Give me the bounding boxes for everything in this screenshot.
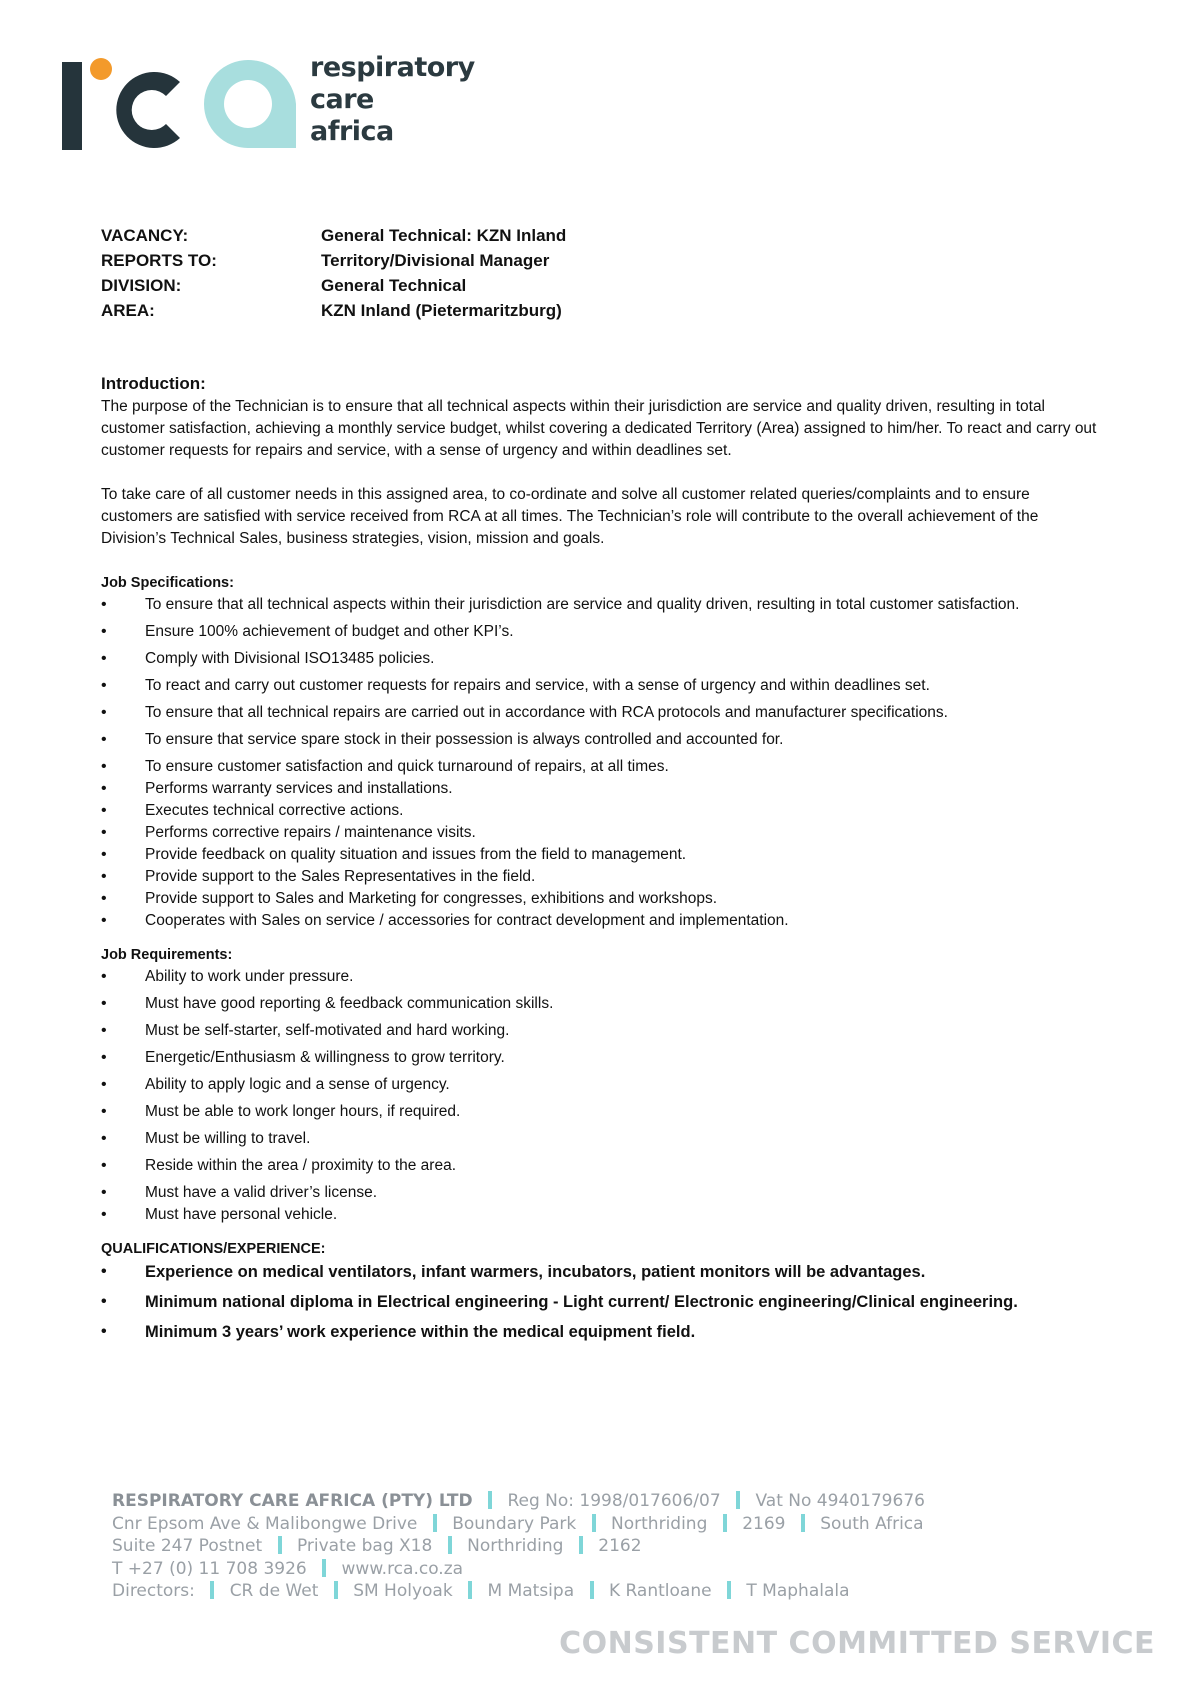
footer-contact-row bbox=[112, 1558, 925, 1581]
separator bbox=[592, 1514, 596, 1532]
director-name: T Maphalala bbox=[746, 1581, 850, 1601]
list-item: • To ensure that all technical aspects within their jurisdiction are service and quality driven, resulting in total customer satisfaction. bbox=[101, 594, 1101, 616]
address-part: 2169 bbox=[742, 1513, 786, 1534]
director-name: K Rantloane bbox=[608, 1581, 712, 1601]
list-item: • Minimum 3 years’ work experience within the medical equipment field. bbox=[101, 1320, 1101, 1344]
company-name: RESPIRATORY CARE AFRICA (PTY) LTD bbox=[112, 1491, 473, 1511]
meta-value: KZN Inland (Pietermaritzburg) bbox=[321, 301, 562, 320]
registration-number: Reg No: 1998/017606/07 bbox=[507, 1491, 721, 1511]
director-name: CR de Wet bbox=[229, 1581, 319, 1601]
vat-number: Vat No 4940179676 bbox=[755, 1491, 925, 1511]
introduction-heading: Introduction: bbox=[101, 374, 206, 393]
list-item: • Must have a valid driver’s license. bbox=[101, 1182, 1101, 1204]
list-item: • Must have good reporting & feedback communication skills. bbox=[101, 993, 1101, 1015]
job-requirements-heading: Job Requirements: bbox=[101, 947, 233, 963]
list-item: • To ensure customer satisfaction and quick turnaround of repairs, at all times. bbox=[101, 756, 1101, 778]
list-item: • Experience on medical ventilators, infant warmers, incubators, patient monitors will be advantages. bbox=[101, 1260, 1101, 1284]
list-item: • Must have personal vehicle. bbox=[101, 1204, 1101, 1226]
job-requirements-list bbox=[101, 966, 1101, 1226]
logo-line-2: care bbox=[310, 84, 374, 115]
rca-logo-mark bbox=[60, 52, 300, 152]
meta-label: AREA: bbox=[101, 301, 155, 320]
website-link[interactable]: www.rca.co.za bbox=[341, 1558, 464, 1579]
list-item: • Performs warranty services and installations. bbox=[101, 778, 1101, 800]
introduction-paragraph-2: To take care of all customer needs in this assigned area, to co-ordinate and solve all customer related queries/complaints and to ensure customers are satisfied with service received from RCA at all times. The Technician’s role will contribute to the overall achievement of the Division’s Technical Sales, business strategies, vision, mission and goals. bbox=[101, 486, 1039, 547]
separator bbox=[590, 1581, 594, 1599]
job-specifications-heading: Job Specifications: bbox=[101, 575, 234, 591]
logo-line-1: respiratory bbox=[310, 52, 475, 83]
meta-label: DIVISION: bbox=[101, 276, 182, 295]
meta-value: General Technical bbox=[321, 276, 467, 295]
separator bbox=[448, 1536, 452, 1554]
introduction-paragraph-1: The purpose of the Technician is to ensure that all technical aspects within their jurisdiction are service and quality driven, resulting in total customer satisfaction, achieving a monthly service budget, whilst covering a dedicated Territory (Area) assigned to him/her. To react and carry out customer requests for repairs and service, with a sense of urgency and within deadlines set. bbox=[101, 398, 1097, 459]
logo-wordmark bbox=[310, 52, 475, 148]
separator bbox=[727, 1581, 731, 1599]
list-item: • To ensure that all technical repairs are carried out in accordance with RCA protocols and manufacturer specifications. bbox=[101, 702, 1101, 724]
separator bbox=[723, 1514, 727, 1532]
separator bbox=[579, 1536, 583, 1554]
meta-label: REPORTS TO: bbox=[101, 251, 217, 270]
footer-address-row bbox=[112, 1513, 925, 1536]
address-part: South Africa bbox=[820, 1513, 924, 1534]
list-item: • Must be able to work longer hours, if required. bbox=[101, 1101, 1101, 1123]
qualifications-list bbox=[101, 1260, 1101, 1344]
postal-part: 2162 bbox=[598, 1536, 642, 1556]
postal-part: Private bag X18 bbox=[296, 1536, 433, 1556]
list-item: • Provide support to Sales and Marketing for congresses, exhibitions and workshops. bbox=[101, 888, 1101, 910]
list-item: • To react and carry out customer requests for repairs and service, with a sense of urgency and within deadlines set. bbox=[101, 675, 1101, 697]
company-tagline: CONSISTENT COMMITTED SERVICE bbox=[559, 1626, 1155, 1661]
phone-number: T +27 (0) 11 708 3926 bbox=[112, 1558, 307, 1579]
postal-part: Suite 247 Postnet bbox=[112, 1536, 263, 1556]
list-item: • Ensure 100% achievement of budget and other KPI’s. bbox=[101, 621, 1101, 643]
address-part: Boundary Park bbox=[452, 1513, 577, 1534]
reports-to-row bbox=[101, 248, 566, 273]
separator bbox=[801, 1514, 805, 1532]
list-item: • Provide feedback on quality situation and issues from the field to management. bbox=[101, 844, 1101, 866]
separator bbox=[210, 1581, 214, 1599]
directors-label: Directors: bbox=[112, 1581, 195, 1601]
footer-postal-row bbox=[112, 1535, 925, 1558]
footer-registration-row bbox=[112, 1490, 925, 1513]
list-item: • Reside within the area / proximity to the area. bbox=[101, 1155, 1101, 1177]
address-part: Cnr Epsom Ave & Malibongwe Drive bbox=[112, 1513, 418, 1534]
list-item: • Provide support to the Sales Representatives in the field. bbox=[101, 866, 1101, 888]
separator bbox=[334, 1581, 338, 1599]
qualifications-heading: QUALIFICATIONS/EXPERIENCE: bbox=[101, 1241, 326, 1257]
meta-label: VACANCY: bbox=[101, 226, 189, 245]
postal-part: Northriding bbox=[467, 1536, 564, 1556]
separator bbox=[468, 1581, 472, 1599]
letterhead-footer bbox=[112, 1490, 925, 1603]
list-item: • Performs corrective repairs / maintenance visits. bbox=[101, 822, 1101, 844]
logo-line-3: africa bbox=[310, 116, 394, 147]
list-item: • Must be willing to travel. bbox=[101, 1128, 1101, 1150]
area-row bbox=[101, 298, 566, 323]
separator bbox=[322, 1559, 326, 1577]
job-specifications-list bbox=[101, 594, 1101, 932]
list-item: • Ability to work under pressure. bbox=[101, 966, 1101, 988]
list-item: • Minimum national diploma in Electrical engineering - Light current/ Electronic engineering/Clinical engineering. bbox=[101, 1290, 1101, 1314]
list-item: • Comply with Divisional ISO13485 policies. bbox=[101, 648, 1101, 670]
separator bbox=[278, 1536, 282, 1554]
vacancy-details bbox=[101, 223, 566, 323]
director-name: M Matsipa bbox=[487, 1581, 575, 1601]
address-part: Northriding bbox=[611, 1513, 708, 1534]
vacancy-row bbox=[101, 223, 566, 248]
company-logo bbox=[60, 52, 500, 162]
list-item: • Cooperates with Sales on service / accessories for contract development and implementation. bbox=[101, 910, 1101, 932]
separator bbox=[488, 1491, 492, 1509]
list-item: • Ability to apply logic and a sense of urgency. bbox=[101, 1074, 1101, 1096]
list-item: • Executes technical corrective actions. bbox=[101, 800, 1101, 822]
list-item: • To ensure that service spare stock in their possession is always controlled and accounted for. bbox=[101, 729, 1101, 751]
list-item: • Energetic/Enthusiasm & willingness to grow territory. bbox=[101, 1047, 1101, 1069]
meta-value: Territory/Divisional Manager bbox=[321, 251, 550, 270]
list-item: • Must be self-starter, self-motivated and hard working. bbox=[101, 1020, 1101, 1042]
footer-directors-row bbox=[112, 1580, 925, 1603]
job-description bbox=[101, 372, 1101, 1356]
separator bbox=[736, 1491, 740, 1509]
director-name: SM Holyoak bbox=[353, 1581, 453, 1601]
meta-value: General Technical: KZN Inland bbox=[321, 226, 567, 245]
separator bbox=[433, 1514, 437, 1532]
division-row bbox=[101, 273, 566, 298]
